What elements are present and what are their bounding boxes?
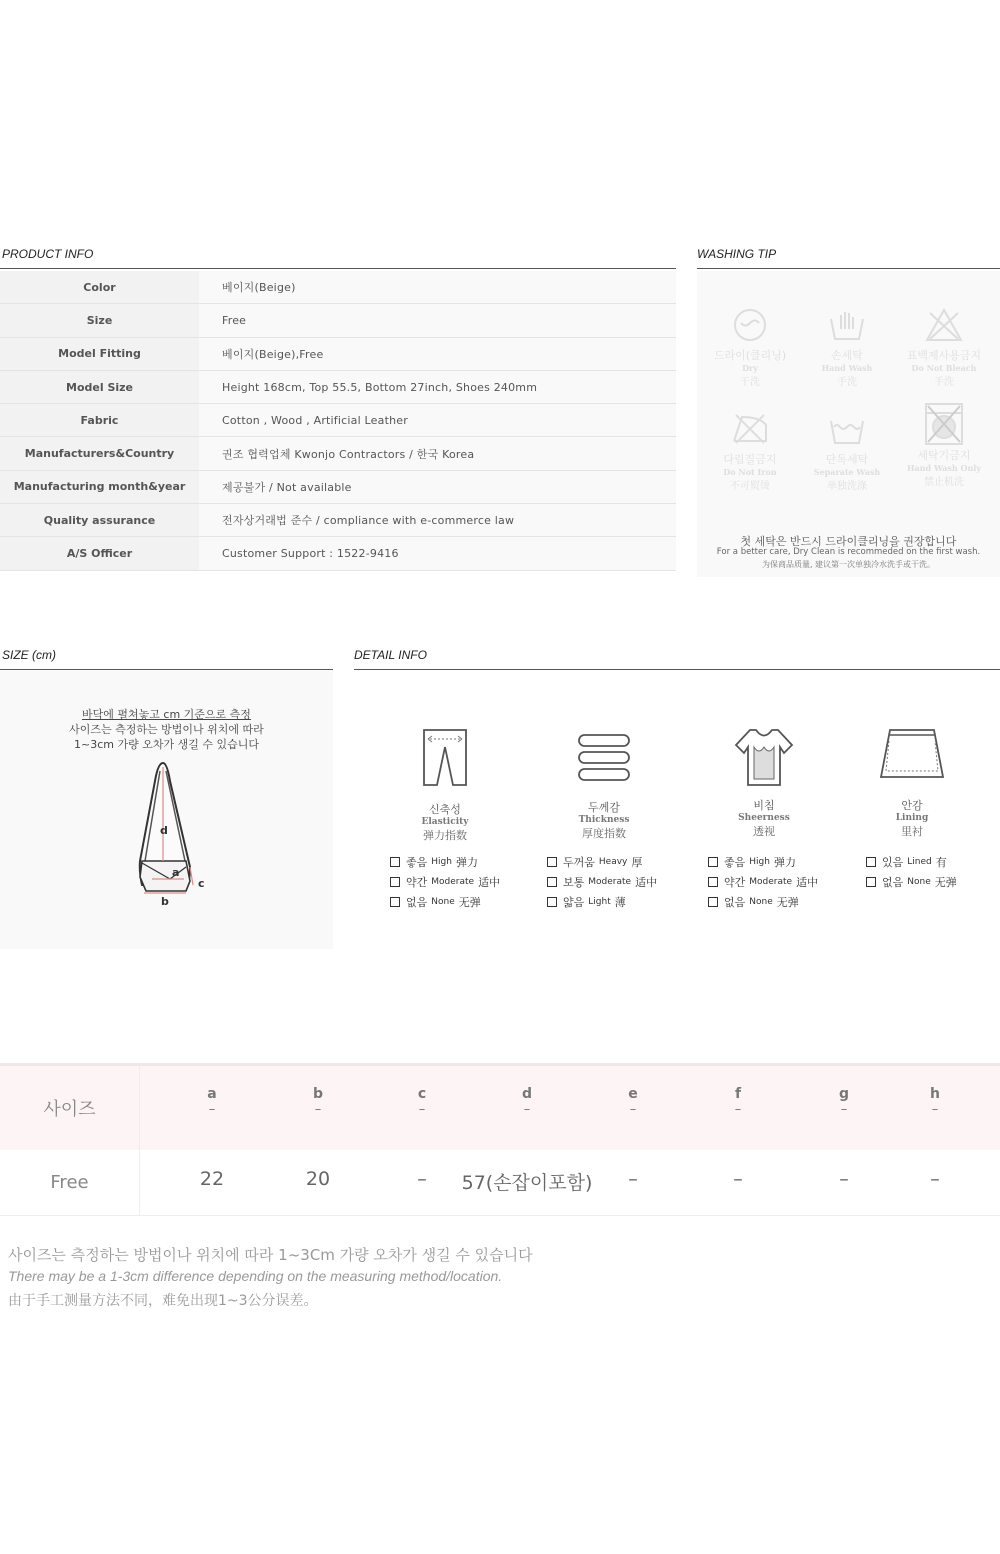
checkbox[interactable] [708,857,718,867]
size-column-dash: – [734,1102,742,1117]
size-column-header-a [152,1086,272,1117]
washing-tip-rule [697,268,1000,269]
option-cn: 无弹 [776,896,799,909]
checkbox[interactable] [708,897,718,907]
checkbox[interactable] [390,857,400,867]
hand-wash-icon [827,307,867,343]
detail-label-ko: 안감 [901,799,923,812]
checkbox[interactable] [390,897,400,907]
detail-label-ko: 신축성 [429,803,461,816]
option-en: Heavy [598,857,628,867]
wash-item-no-iron [700,411,800,492]
size-row-label: Free [0,1150,140,1215]
product-info-table [0,271,676,571]
wash-item-hand [797,307,897,388]
no-iron-icon [730,411,770,447]
product-info-label: Manufacturers&Country [0,437,199,469]
detail-label-ko: 두께감 [588,801,620,814]
size-note-3: 1~3cm 가량 오차가 생길 수 있습니다 [74,738,259,751]
wash-label-cn: 单独洗涤 [827,481,867,492]
wash-label-ko: 손세탁 [831,349,863,362]
size-column-dash: – [418,1102,426,1117]
wash-label-en: Do Not Bleach [911,363,977,373]
washing-panel [697,271,1000,577]
wash-label-en: Hand Wash [821,363,873,373]
wash-label-cn: 干洗 [740,377,760,388]
option-cn: 薄 [614,896,626,909]
wash-label-en: Hand Wash Only [907,463,981,473]
detail-label-en: Elasticity [421,817,469,827]
size-column-header-b [258,1086,378,1117]
wash-label-en: Dry [742,363,758,373]
detail-label-cn: 弹力指数 [423,829,467,842]
sheerness-options [708,852,818,912]
wash-note-ko: 첫 세탁은 반드시 드라이클리닝을 권장합니다 [740,535,957,548]
lining-options [866,852,957,892]
wash-item-no-bleach [894,307,994,388]
product-info-label: Fabric [0,404,199,436]
product-info-row [0,404,676,437]
diagram-label-c: c [198,877,205,890]
product-info-label: Quality assurance [0,504,199,536]
size-column-key: f [734,1086,742,1102]
separate-wash-icon [827,411,867,447]
size-value-g: – [839,1168,849,1190]
size-column-key: d [521,1086,533,1102]
option-ko: 좋음 [724,856,746,869]
option-en: High [431,857,452,867]
size-column-header-f [678,1086,798,1117]
product-info-value: Customer Support : 1522-9416 [199,537,676,569]
product-info-value: Height 168cm, Top 55.5, Bottom 27inch, Shoes 240mm [199,371,676,403]
option-en: Moderate [431,877,475,887]
option-ko: 보통 [563,876,585,889]
product-info-label: Manufacturing month&year [0,471,199,503]
product-info-value: Free [199,304,676,336]
product-info-title: PRODUCT INFO [2,247,94,261]
option-en: Moderate [588,877,632,887]
product-info-row [0,504,676,537]
option-ko: 없음 [406,896,428,909]
detail-thickness [544,733,664,841]
product-info-row [0,537,676,570]
size-title: SIZE (cm) [2,648,56,662]
product-info-row [0,471,676,504]
size-value-f: – [733,1168,743,1190]
product-info-row [0,304,676,337]
thickness-icon [577,733,631,783]
wash-label-en: Do Not Iron [723,467,777,477]
size-column-header-e [573,1086,693,1117]
option-row[interactable] [547,872,657,892]
option-cn: 有 [935,856,947,869]
size-column-dash: – [629,1102,637,1117]
size-header-label: 사이즈 [0,1066,140,1150]
checkbox[interactable] [547,897,557,907]
option-row[interactable] [547,892,657,912]
size-note-1: 바닥에 펼쳐놓고 cm 기준으로 측정 [82,708,251,721]
size-column-header-c [362,1086,482,1117]
detail-label-cn: 透视 [753,825,775,838]
thickness-options [547,852,657,912]
option-ko: 없음 [882,876,904,889]
option-row[interactable] [708,892,818,912]
product-info-row [0,338,676,371]
option-ko: 약간 [406,876,428,889]
footer-note-cn: 由于手工测量方法不同，难免出现1~3公分误差。 [8,1293,318,1309]
checkbox[interactable] [547,857,557,867]
wash-label-en: Separate Wash [813,467,881,477]
size-value-c: – [417,1168,427,1190]
size-note-2: 사이즈는 측정하는 방법이나 위치에 따라 [69,723,264,736]
washing-tip-title: WASHING TIP [697,247,777,261]
size-value-b: 20 [305,1168,331,1190]
footer-note-en: There may be a 1-3cm difference depending on the measuring method/location. [8,1268,503,1284]
option-cn: 适中 [478,876,501,889]
size-table [0,1063,1000,1216]
option-row[interactable] [708,852,818,872]
detail-lining [852,727,972,839]
product-info-row [0,271,676,304]
size-column-key: g [838,1086,850,1102]
wash-label-ko: 세탁기금지 [917,449,971,462]
wash-label-cn: 手洗 [837,377,857,388]
size-column-key: e [628,1086,638,1102]
wash-label-cn: 禁止机洗 [924,477,964,488]
detail-label-en: Sheerness [738,813,790,823]
detail-label-en: Thickness [578,815,630,825]
size-value-d: 57(손잡이포함) [461,1172,593,1194]
option-row[interactable] [390,892,500,912]
option-row[interactable] [708,872,818,892]
wash-label-cn: 手洗 [934,377,954,388]
detail-label-cn: 里衬 [901,825,923,838]
size-column-key: b [312,1086,324,1102]
size-column-header-d [467,1086,587,1117]
checkbox[interactable] [390,877,400,887]
detail-sheerness [704,727,824,839]
sheerness-icon [734,727,794,787]
product-info-label: Color [0,271,199,303]
detail-label-cn: 厚度指数 [582,827,626,840]
option-cn: 弹力 [455,856,478,869]
option-cn: 弹力 [773,856,796,869]
option-cn: 厚 [631,856,643,869]
size-rule [0,669,333,670]
wash-label-ko: 단독세탁 [825,453,869,466]
size-value-e: – [628,1168,638,1190]
option-ko: 없음 [724,896,746,909]
elasticity-icon [420,727,470,787]
hand-wash-only-icon [922,401,966,447]
wash-label-cn: 不可熨烫 [730,481,770,492]
product-info-label: Size [0,304,199,336]
option-en: None [907,877,931,887]
option-cn: 适中 [796,876,819,889]
checkbox[interactable] [866,877,876,887]
option-en: Light [588,897,611,907]
product-info-value: 권조 협력업체 Kwonjo Contractors / 한국 Korea [199,437,676,469]
diagram-label-a: a [172,866,180,879]
wash-label-ko: 표백제사용금지 [906,349,982,362]
wash-note-cn: 为保商品质量, 建议第一次单独冷水洗手或干洗。 [761,560,936,569]
option-row[interactable] [390,852,500,872]
option-en: High [749,857,770,867]
size-column-key: a [207,1086,217,1102]
diagram-label-d: d [160,824,168,837]
product-info-value: 제공불가 / Not available [199,471,676,503]
size-column-header-h [875,1086,995,1117]
wash-item-hand-only [894,401,994,488]
option-en: Lined [907,857,932,867]
size-column-dash: – [523,1102,531,1117]
size-column-key: h [930,1086,940,1102]
size-table-header [0,1063,1000,1150]
option-ko: 있음 [882,856,904,869]
size-column-dash: – [840,1102,848,1117]
wash-label-ko: 다림질금지 [723,453,777,466]
product-info-value: Cotton , Wood , Artificial Leather [199,404,676,436]
size-table-row [0,1150,1000,1216]
product-info-value: 전자상거래법 준수 / compliance with e-commerce law [199,504,676,536]
product-info-row [0,371,676,404]
option-ko: 약간 [724,876,746,889]
size-column-dash: – [208,1102,216,1117]
product-info-label: A/S Officer [0,537,199,569]
diagram-label-b: b [161,895,169,908]
option-cn: 无弹 [934,876,957,889]
wash-item-separate [797,411,897,492]
lining-icon [877,727,947,783]
wash-item-dry [700,307,800,388]
checkbox[interactable] [866,857,876,867]
option-en: Moderate [749,877,793,887]
product-info-value: 베이지(Beige),Free [199,338,676,370]
elasticity-options [390,852,500,912]
option-row[interactable] [866,852,957,872]
detail-elasticity [385,727,505,843]
detail-label-ko: 비침 [753,799,775,812]
checkbox[interactable] [708,877,718,887]
option-ko: 얇음 [563,896,585,909]
option-en: None [431,897,455,907]
size-column-dash: – [931,1102,939,1117]
footer-note-ko: 사이즈는 측정하는 방법이나 위치에 따라 1~3Cm 가량 오차가 생길 수 있습니다 [8,1246,533,1264]
size-column-key: c [417,1086,427,1102]
product-info-value: 베이지(Beige) [199,271,676,303]
product-info-rule [0,268,676,269]
detail-info-title: DETAIL INFO [354,648,427,662]
option-row[interactable] [547,852,657,872]
checkbox[interactable] [547,877,557,887]
size-column-dash: – [314,1102,322,1117]
size-diagram-panel [0,671,333,949]
product-info-row [0,437,676,470]
option-row[interactable] [390,872,500,892]
option-cn: 适中 [635,876,658,889]
no-bleach-icon [924,307,964,343]
dry-clean-icon [732,307,768,343]
size-value-h: – [930,1168,940,1190]
option-ko: 좋음 [406,856,428,869]
product-info-label: Model Fitting [0,338,199,370]
size-value-a: 22 [199,1168,225,1190]
wash-label-ko: 드라이(클리닝) [713,349,787,362]
product-info-label: Model Size [0,371,199,403]
detail-info-rule [354,669,1000,670]
wash-note-en: For a better care, Dry Clean is recommeded on the first wash. [716,547,981,557]
option-row[interactable] [866,872,957,892]
option-ko: 두꺼움 [563,856,595,869]
detail-label-en: Lining [895,813,929,823]
option-en: None [749,897,773,907]
option-cn: 无弹 [458,896,481,909]
